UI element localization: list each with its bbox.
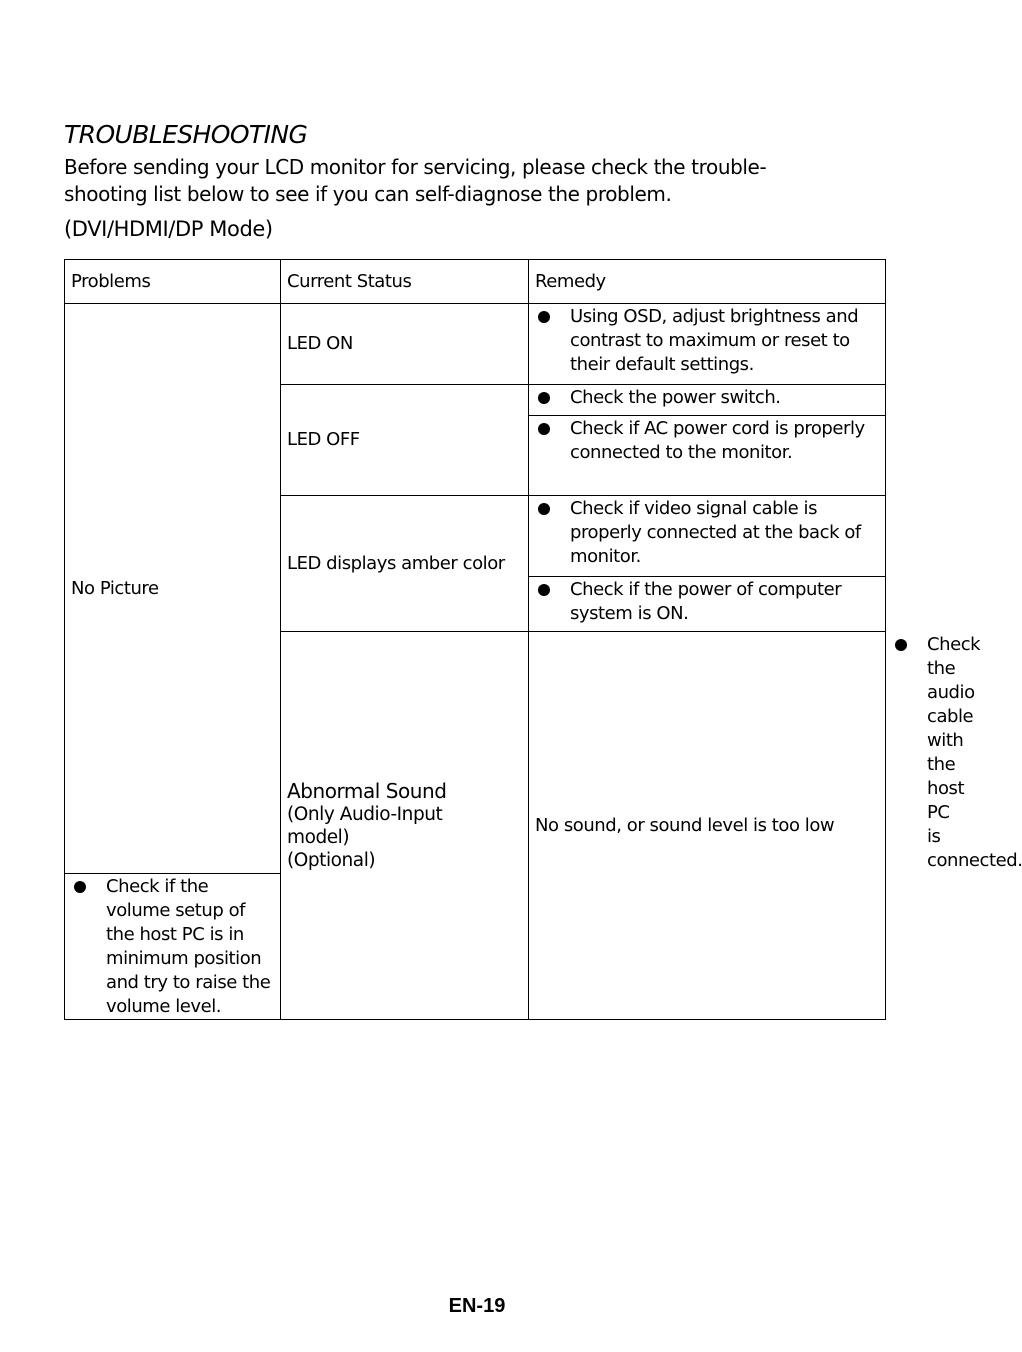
table-row	[65, 304, 886, 385]
remedy-text: Check if AC power cord is properly connected to the monitor.	[570, 418, 865, 463]
bullet-icon	[74, 881, 86, 893]
remedy-text: Check if the volume setup of the host PC is in minimum position and try to raise the volume level.	[106, 876, 271, 1017]
remedy-cell	[529, 304, 886, 385]
bullet-icon	[538, 423, 550, 435]
remedy-text: Using OSD, adjust brightness and contrast to maximum or reset to their default settings.	[570, 306, 859, 375]
bullet-icon	[895, 639, 907, 651]
header-current-status: Current Status	[281, 260, 529, 304]
problem-no-picture: No Picture	[65, 304, 281, 874]
table-header-row	[65, 260, 886, 304]
remedy-text: Check the audio cable with the host PC is connected.	[927, 634, 1022, 871]
mode-label: (DVI/HDMI/DP Mode)	[64, 217, 273, 241]
remedy-cell	[529, 416, 886, 496]
remedy-text: Check the power switch.	[570, 387, 781, 408]
intro-line-1: Before sending your LCD monitor for servicing, please check the trouble-	[64, 155, 767, 179]
remedy-text: Check if the power of computer system is ON.	[570, 579, 842, 624]
bullet-icon	[538, 392, 550, 404]
intro-paragraph	[64, 154, 894, 208]
header-problems: Problems	[65, 260, 281, 304]
remedy-text: Check if video signal cable is properly connected at the back of monitor.	[570, 498, 861, 567]
problem-note: model)	[287, 827, 350, 848]
problem-note: (Only Audio-Input	[287, 804, 443, 825]
problem-title: Abnormal Sound	[287, 779, 447, 803]
header-remedy: Remedy	[529, 260, 886, 304]
remedy-cell	[529, 577, 886, 632]
bullet-icon	[538, 311, 550, 323]
problem-note: (Optional)	[287, 850, 376, 871]
remedy-cell	[529, 385, 886, 416]
problem-abnormal-sound	[281, 632, 529, 1020]
status-no-sound: No sound, or sound level is too low	[529, 632, 886, 1020]
remedy-cell	[529, 496, 886, 577]
bullet-icon	[538, 503, 550, 515]
troubleshooting-table	[64, 259, 1022, 1020]
remedy-cell	[65, 874, 281, 1020]
bullet-icon	[538, 584, 550, 596]
intro-line-2: shooting list below to see if you can self-diagnose the problem.	[64, 182, 672, 206]
page-number: EN-19	[448, 1295, 506, 1317]
status-led-off: LED OFF	[281, 385, 529, 496]
status-led-on: LED ON	[281, 304, 529, 385]
page-heading: TROUBLESHOOTING	[64, 120, 308, 149]
status-led-amber: LED displays amber color	[281, 496, 529, 632]
